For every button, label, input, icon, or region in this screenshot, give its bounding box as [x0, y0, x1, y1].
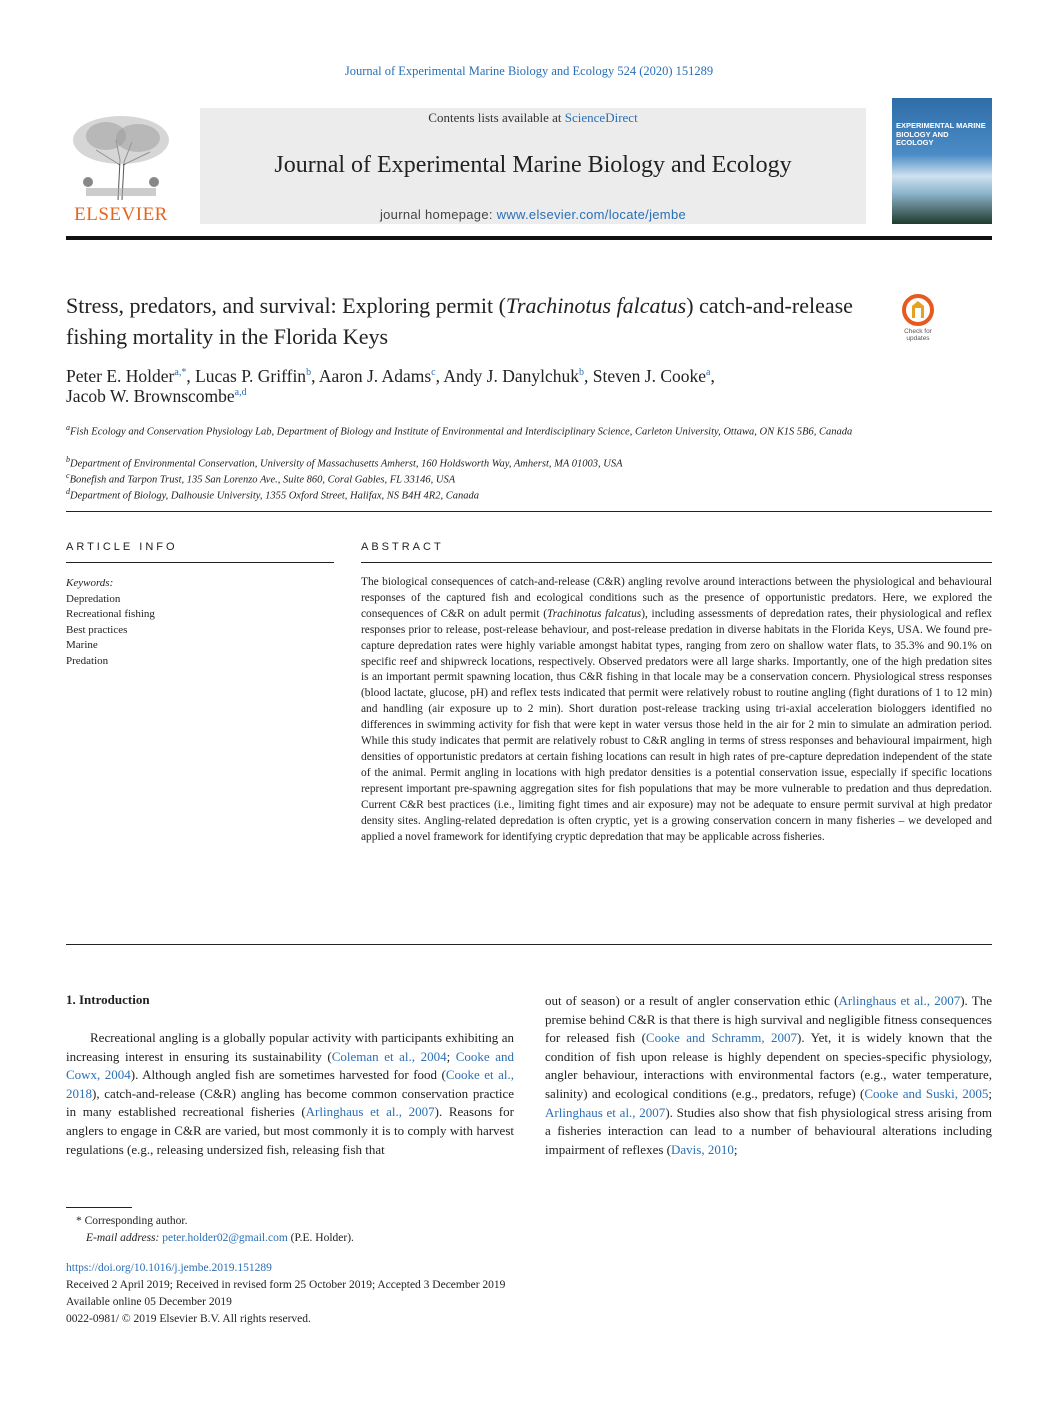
- keyword: Marine: [66, 639, 98, 652]
- elsevier-wordmark[interactable]: ELSEVIER: [74, 204, 168, 225]
- introduction-column-2: [545, 992, 992, 1159]
- author-name[interactable]: Peter E. Holder: [66, 366, 175, 386]
- header-divider: [66, 236, 992, 240]
- article-info-heading: ARTICLE INFO: [66, 541, 178, 553]
- homepage-link[interactable]: www.elsevier.com/locate/jembe: [496, 207, 687, 222]
- author-name[interactable]: Aaron J. Adams: [318, 366, 432, 386]
- abstract-divider: [361, 562, 992, 563]
- copyright-notice: 0022-0981/ © 2019 Elsevier B.V. All rights reserved.: [66, 1313, 311, 1325]
- citation-link[interactable]: Coleman et al., 2004: [331, 1048, 447, 1064]
- author-name[interactable]: Andy J. Danylchuk: [443, 366, 579, 386]
- abstract-text: [361, 575, 992, 845]
- check-updates-label-1: Check for: [904, 328, 932, 335]
- author-affiliation-marker[interactable]: a,*: [174, 367, 187, 379]
- keyword: Best practices: [66, 623, 128, 636]
- author-affiliation-marker[interactable]: c: [431, 367, 436, 379]
- citation-link[interactable]: Arlinghaus et al., 2007: [545, 1104, 666, 1120]
- keywords-list: [66, 576, 334, 670]
- body-text: ;: [733, 1141, 738, 1157]
- cover-title: EXPERIMENTAL MARINE BIOLOGY AND ECOLOGY: [896, 121, 986, 147]
- homepage-prefix: journal homepage:: [379, 207, 497, 222]
- email-note: [86, 1232, 354, 1244]
- affiliation-marker: d: [66, 487, 70, 496]
- introduction-column-1: [66, 1029, 514, 1159]
- keyword: Depredation: [66, 592, 121, 605]
- section-divider: [66, 944, 992, 945]
- citation-link[interactable]: Arlinghaus et al., 2007: [305, 1104, 435, 1120]
- journal-cover-image[interactable]: [892, 98, 992, 224]
- abstract-species: Trachinotus falcatus: [547, 607, 642, 620]
- body-text: ). Studies also show that fish physiological stress arising from a fisheries interaction can lead to a number of behavioural alterations including impairment of reflexes (: [545, 1104, 992, 1157]
- contents-available-line: [200, 110, 866, 126]
- journal-reference[interactable]: Journal of Experimental Marine Biology and Ecology 524 (2020) 151289: [344, 64, 714, 78]
- citation-link[interactable]: Cooke et al., 2018: [66, 1067, 514, 1101]
- body-text: ). The premise behind C&R is that there is high survival and negligible fitness consequences for released fish (: [545, 993, 992, 1046]
- author-name[interactable]: Lucas P. Griffin: [195, 366, 307, 386]
- affiliation-text: Department of Biology, Dalhousie University, 1355 Oxford Street, Halifax, NS B4H 4R2, Canada: [70, 490, 479, 502]
- check-for-updates-icon[interactable]: [892, 292, 944, 344]
- email-suffix: (P.E. Holder).: [287, 1232, 354, 1244]
- author-list-line-2: [66, 386, 916, 407]
- citation-link[interactable]: Cooke and Cowx, 2004: [66, 1048, 514, 1083]
- affiliation-marker: c: [66, 471, 70, 480]
- keywords-label: Keywords:: [66, 577, 114, 589]
- title-part-1: Stress, predators, and survival: Exploring permit (: [66, 293, 506, 318]
- abstract-text-1: The biological consequences of catch-and-release (C&R) angling revolve around interactions between the physiological and behavioural responses of the captured fish and ecological conditions such as the presence of opportunistic predators. Here, we explored the consequences of C&R on adult permit (: [361, 576, 992, 620]
- keyword: Recreational fishing: [66, 608, 155, 621]
- keyword: Predation: [66, 654, 109, 667]
- affiliation-marker: b: [66, 455, 70, 464]
- body-text: out of season) or a result of angler conservation ethic (: [545, 993, 839, 1008]
- sciencedirect-link[interactable]: ScienceDirect: [564, 110, 638, 125]
- citation-link[interactable]: Cooke and Schramm, 2007: [645, 1030, 798, 1046]
- article-title: [66, 290, 866, 352]
- citation-link[interactable]: Arlinghaus et al., 2007: [838, 993, 961, 1008]
- body-text: Recreational angling is a globally popular activity with participants exhibiting an increasing interest in ensuring its sustainability (: [66, 1030, 514, 1064]
- affiliation-text: Bonefish and Tarpon Trust, 135 San Lorenzo Ave., Suite 860, Coral Gables, FL 33146, USA: [69, 474, 456, 486]
- journal-title: Journal of Experimental Marine Biology and Ecology: [274, 152, 792, 178]
- affiliation: [66, 484, 886, 505]
- introduction-heading: 1. Introduction: [66, 992, 150, 1007]
- body-text: ), catch-and-release (C&R) angling has become common conservation practice in many established recreational fisheries (: [66, 1085, 514, 1120]
- affiliation-marker: a: [66, 423, 70, 432]
- article-info-divider: [66, 562, 334, 563]
- author-affiliation-marker[interactable]: b: [306, 367, 312, 379]
- check-updates-label-2: updates: [906, 335, 930, 342]
- body-text: ). Reasons for anglers to engage in C&R are varied, but most commonly it is to comply with harvest regulations (e.g., releasing undersized fish, releasing fish that: [66, 1104, 514, 1157]
- footnote-divider: [66, 1207, 132, 1208]
- author-affiliation-marker[interactable]: b: [579, 367, 584, 379]
- contents-prefix: Contents lists available at: [428, 110, 565, 125]
- email-link[interactable]: peter.holder02@gmail.com: [162, 1232, 288, 1244]
- affiliation-text: Department of Environmental Conservation, University of Massachusetts Amherst, 160 Holdsworth Way, Amherst, MA 01003, USA: [70, 458, 623, 470]
- title-species: Trachinotus falcatus: [505, 293, 687, 318]
- online-date: Available online 05 December 2019: [66, 1296, 232, 1308]
- author-affiliation-marker[interactable]: a,d: [234, 387, 247, 399]
- affiliation: [66, 420, 886, 441]
- affiliation-text: Fish Ecology and Conservation Physiology Lab, Department of Biology and Institute of Environmental and Interdisciplinary Science, Carleton University, Ottawa, ON K1S 5B6, Canada: [70, 426, 853, 438]
- corresponding-author-note: * Corresponding author.: [76, 1215, 188, 1227]
- author-name[interactable]: Steven J. Cooke: [592, 366, 707, 386]
- author-list: Peter E. Holder$^{a,*}$, Lucas P. Griffin$^b$, Aaron J. Adams$^c$, Andy J. Danylchuk$^b$, Steven J. Cooke$^a$,: [66, 366, 715, 386]
- author-name[interactable]: Jacob W. Brownscombe: [66, 386, 235, 406]
- abstract-heading: ABSTRACT: [361, 541, 444, 553]
- body-text: ;: [446, 1048, 456, 1064]
- body-text: ). Although angled fish are sometimes harvested for food (: [130, 1067, 446, 1083]
- citation-link[interactable]: Davis, 2010: [670, 1141, 734, 1157]
- title-part-2: ) catch-and-release fishing mortality in the Florida Keys: [66, 293, 853, 349]
- journal-homepage-line: [200, 207, 866, 222]
- email-label: E-mail address:: [86, 1232, 163, 1244]
- body-text: ). Yet, it is widely known that the condition of fish upon release is highly dependent on species-specific physiology, angler behaviour, interactions with environmental factors (e.g., water temperature, salinity) and ecological conditions (e.g., predators, refuge) (: [545, 1030, 992, 1101]
- author-affiliation-marker[interactable]: a: [706, 367, 711, 379]
- abstract-text-2: ), including assessments of depredation rates, their physiological and reflex responses prior to release, post-release behaviour, and post-release predation in diverse habitats in the Florida Keys, USA. We found pre-capture depredation rates were highly variable amongst habitat types, ranging from zero on shallow water flats, to 35.3% and 90.1% on specific reef and shipwreck locations, respectively. Observed predators were all large sharks. Importantly, one of the high predation sites is an important permit spawning location, thus C&R fishing in that locale may be a conservation concern. Physiological stress responses (blood lactate, glucose, pH) and reflex tests indicated that permit were relatively robust to routine angling (fight durations of 1 to 12 min) and handling (air exposure up to 2 min). Short duration post-release tracking using tri-axial acceleration biologgers identified no differences in swimming activity for fish that were kept in water versus those held in the air for 2 min to simulate an admiration period. While this study indicates that permit are relatively robust to C&R angling in terms of stress responses and behavioural impairment, high densities of opportunistic predators at certain fishing locations can result in high rates of pre-capture depredation independent of the state of the animal. Permit angling in locations with high predator densities is a potential conservation issue, especially if specific locations represent important pre-spawning aggregation sites for fish populations that may be more vulnerable to predation and thus depredation. Current C&R best practices (i.e., limiting fight times and air exposure) may not be adequate to ensure permit survival at high predator density sites. Angling-related depredation is often cryptic, yet is a growing conservation concern in many fisheries – we developed and applied a novel framework for identifying cryptic depredation that may be applicable across fisheries.: [361, 607, 992, 843]
- section-divider: [66, 511, 992, 512]
- received-dates: Received 2 April 2019; Received in revised form 25 October 2019; Accepted 3 December 2019: [66, 1279, 506, 1291]
- body-text: ;: [988, 1085, 992, 1101]
- doi-link[interactable]: https://doi.org/10.1016/j.jembe.2019.151289: [66, 1262, 272, 1274]
- citation-link[interactable]: Cooke and Suski, 2005: [864, 1085, 989, 1101]
